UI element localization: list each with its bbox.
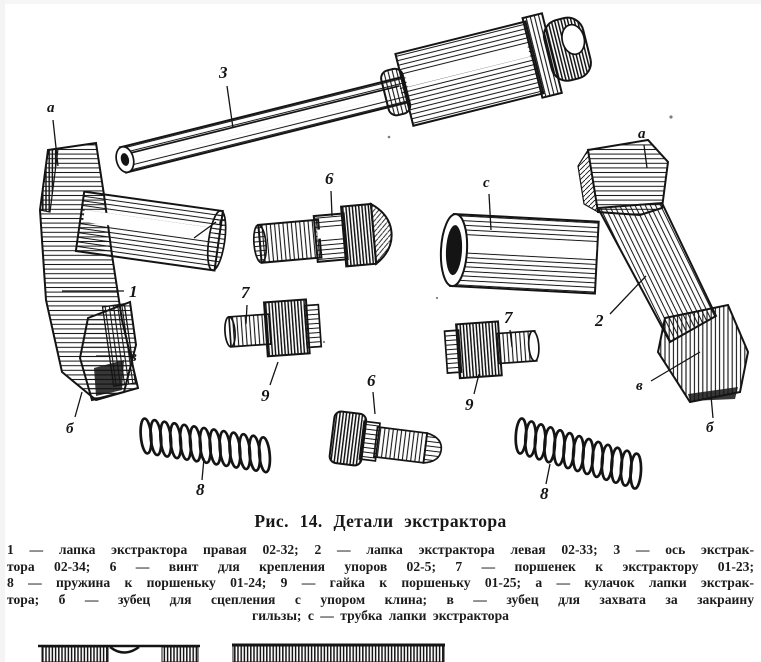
next-figure-block-right <box>232 645 445 662</box>
part-label-9-right: 9 <box>465 395 474 414</box>
part-label-7-left: 7 <box>241 283 250 302</box>
next-figure-block-left <box>38 646 200 662</box>
figure-legend <box>7 542 754 625</box>
figure-caption: Рис. 14. Детали экстрактора <box>254 511 507 531</box>
part-label-6-bottom: 6 <box>367 371 376 390</box>
part-label-6-top: 6 <box>325 169 334 188</box>
legend-line: тора 02-34; 6 — винт для крепления упоров 02-5; 7 — поршенек к экстрактору 01-23; <box>7 558 754 574</box>
piston-nut-assembly-left-drawing <box>223 299 322 359</box>
next-figure-fragment <box>0 638 761 662</box>
legend-line: 1 — лапка экстрактора правая 02-32; 2 — лапка экстрактора левая 02-33; 3 — ось экстрак- <box>7 542 754 557</box>
part-label-a-left: а <box>47 100 55 116</box>
part-label-c-right: с <box>483 175 490 191</box>
part-label-8-left: 8 <box>196 480 205 499</box>
retaining-screw-bottom-drawing <box>329 411 445 476</box>
legend-line: гильзы; с — трубка лапки экстрактора <box>252 608 509 624</box>
part-label-8-right: 8 <box>540 484 549 503</box>
part-label-b-right: б <box>706 420 714 436</box>
spring-right-label <box>540 464 550 503</box>
part-label-a-right: а <box>638 126 646 142</box>
screw-top-label <box>325 169 334 216</box>
part-label-v-right: в <box>636 378 643 394</box>
screw-bottom-label <box>367 371 376 414</box>
part-label-v-left: в <box>130 349 137 365</box>
part-label-7-right: 7 <box>504 308 513 327</box>
retaining-screw-top-drawing <box>251 202 394 274</box>
spring-left-drawing <box>134 417 277 475</box>
part-label-3: 3 <box>219 63 228 82</box>
part-label-1: 1 <box>129 282 138 301</box>
part-label-9-left: 9 <box>261 386 270 405</box>
part-label-b-left: б <box>66 421 74 437</box>
spring-right-drawing <box>507 416 650 491</box>
part-label-2: 2 <box>595 311 604 330</box>
axis-pin-drawing <box>107 5 597 202</box>
piston-nut-assembly-right-drawing <box>444 319 541 379</box>
axis-pin-label <box>218 63 233 128</box>
part-label-c-left: с <box>219 214 226 230</box>
spring-left-label <box>196 458 205 499</box>
legend-line: 8 — пружина к поршеньку 01-24; 9 — гайка к поршеньку 01-25; а — кулачок лапки экстрак- <box>7 575 754 591</box>
legend-line: тора; б — зубец для сцепления с упором клина; в — зубец для захвата за закраину <box>7 591 754 607</box>
